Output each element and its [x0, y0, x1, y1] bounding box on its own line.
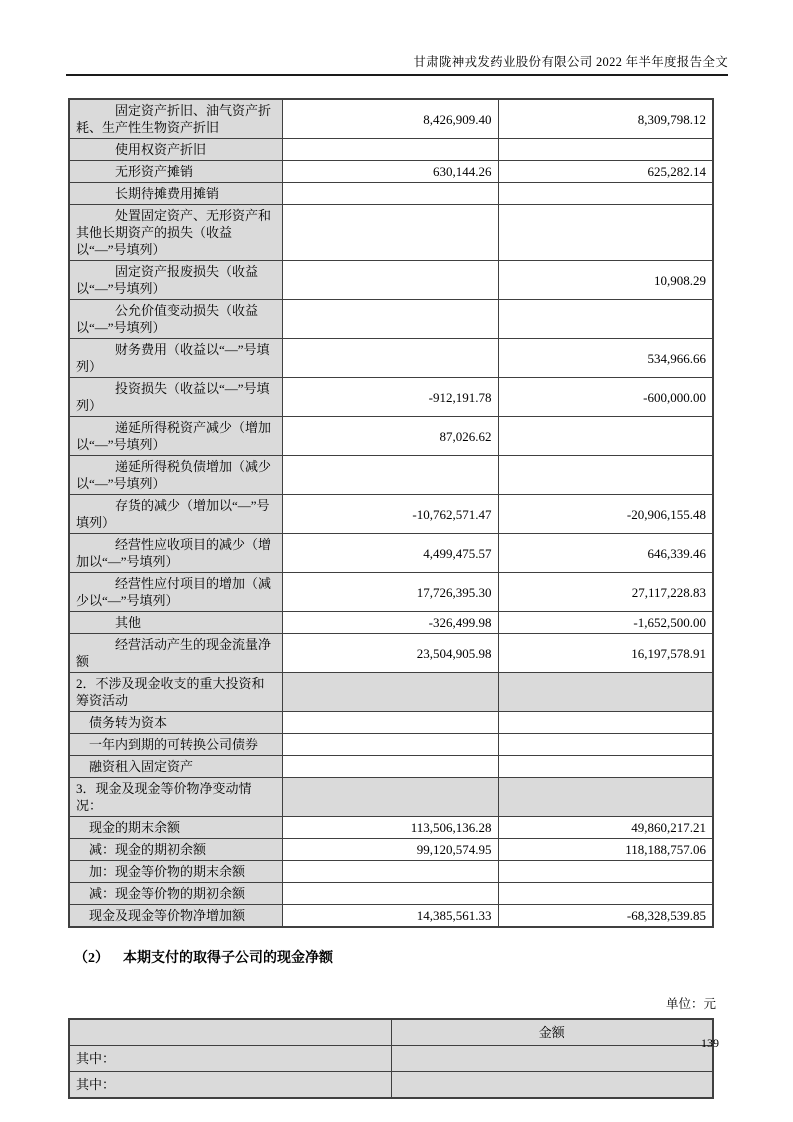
current-period-value-cell	[282, 778, 498, 817]
current-period-value-cell: 630,144.26	[282, 161, 498, 183]
prior-period-value-cell: 10,908.29	[498, 261, 713, 300]
current-period-value-cell: 99,120,574.95	[282, 839, 498, 861]
row-label-cell: 存货的减少（增加以“—”号填列）	[69, 495, 282, 534]
table-row	[69, 712, 713, 734]
table-row	[69, 634, 713, 673]
table-row	[69, 673, 713, 712]
row-label-cell: 使用权资产折旧	[69, 139, 282, 161]
table-row	[69, 183, 713, 205]
subsection-number: （2）	[74, 951, 109, 966]
prior-period-value-cell	[498, 861, 713, 883]
prior-period-value-cell	[498, 205, 713, 261]
row-label-cell: 其中：	[69, 1072, 391, 1099]
table-header-row	[69, 1019, 713, 1046]
prior-period-value-cell	[498, 778, 713, 817]
prior-period-value-cell	[498, 139, 713, 161]
prior-period-value-cell	[498, 734, 713, 756]
amount-header-cell: 金额	[391, 1019, 713, 1046]
row-label-cell: 固定资产折旧、油气资产折耗、生产性生物资产折旧	[69, 99, 282, 139]
table-row	[69, 378, 713, 417]
row-label-cell: 融资租入固定资产	[69, 756, 282, 778]
table-row	[69, 612, 713, 634]
row-label-cell: 其中：	[69, 1046, 391, 1072]
table-row	[69, 534, 713, 573]
prior-period-value-cell	[498, 183, 713, 205]
prior-period-value-cell: 534,966.66	[498, 339, 713, 378]
table-row	[69, 300, 713, 339]
current-period-value-cell: 17,726,395.30	[282, 573, 498, 612]
current-period-value-cell	[282, 339, 498, 378]
prior-period-value-cell: 49,860,217.21	[498, 817, 713, 839]
table-row	[69, 883, 713, 905]
prior-period-value-cell	[498, 300, 713, 339]
current-period-value-cell: 23,504,905.98	[282, 634, 498, 673]
row-label-cell: 一年内到期的可转换公司债券	[69, 734, 282, 756]
current-period-value-cell	[282, 456, 498, 495]
subsidiary-cash-table-body	[69, 1046, 713, 1099]
prior-period-value-cell: -1,652,500.00	[498, 612, 713, 634]
row-label-cell: 公允价值变动损失（收益以“—”号填列）	[69, 300, 282, 339]
row-label-cell: 经营性应付项目的增加（减少以“—”号填列）	[69, 573, 282, 612]
current-period-value-cell	[282, 139, 498, 161]
table-row	[69, 261, 713, 300]
table-row	[69, 205, 713, 261]
current-period-value-cell: 87,026.62	[282, 417, 498, 456]
table-row	[69, 734, 713, 756]
empty-header-cell	[69, 1019, 391, 1046]
row-label-cell: 处置固定资产、无形资产和其他长期资产的损失（收益以“—”号填列）	[69, 205, 282, 261]
table-row	[69, 99, 713, 139]
current-period-value-cell: -326,499.98	[282, 612, 498, 634]
prior-period-value-cell	[498, 883, 713, 905]
prior-period-value-cell: -68,328,539.85	[498, 905, 713, 928]
table-row	[69, 495, 713, 534]
current-period-value-cell: -10,762,571.47	[282, 495, 498, 534]
page-number: 139	[701, 1036, 719, 1050]
table-row	[69, 417, 713, 456]
subsection-title: 本期支付的取得子公司的现金净额	[123, 951, 333, 966]
report-title: 甘肃陇神戎发药业股份有限公司 2022 年半年度报告全文	[413, 55, 728, 69]
current-period-value-cell	[282, 205, 498, 261]
prior-period-value-cell: 27,117,228.83	[498, 573, 713, 612]
page-header	[66, 0, 728, 76]
table-row	[69, 139, 713, 161]
current-period-value-cell	[282, 300, 498, 339]
subsidiary-cash-table-head	[69, 1019, 713, 1046]
table-row	[69, 839, 713, 861]
current-period-value-cell	[282, 734, 498, 756]
table-row	[69, 817, 713, 839]
row-label-cell: 现金及现金等价物净增加额	[69, 905, 282, 928]
table-row	[69, 1046, 713, 1072]
row-label-cell: 财务费用（收益以“—”号填列）	[69, 339, 282, 378]
current-period-value-cell	[282, 261, 498, 300]
row-label-cell: 固定资产报废损失（收益以“—”号填列）	[69, 261, 282, 300]
table-row	[69, 161, 713, 183]
current-period-value-cell	[282, 183, 498, 205]
row-label-cell: 无形资产摊销	[69, 161, 282, 183]
row-label-cell: 其他	[69, 612, 282, 634]
row-label-cell: 现金的期末余额	[69, 817, 282, 839]
prior-period-value-cell: 118,188,757.06	[498, 839, 713, 861]
row-label-cell: 减：现金的期初余额	[69, 839, 282, 861]
current-period-value-cell	[282, 673, 498, 712]
row-label-cell: 递延所得税负债增加（减少以“—”号填列）	[69, 456, 282, 495]
prior-period-value-cell: 16,197,578.91	[498, 634, 713, 673]
current-period-value-cell: -912,191.78	[282, 378, 498, 417]
row-label-cell: 长期待摊费用摊销	[69, 183, 282, 205]
row-label-cell: 债务转为资本	[69, 712, 282, 734]
row-label-cell: 2．不涉及现金收支的重大投资和筹资活动	[69, 673, 282, 712]
cash-flow-supplement-table	[68, 98, 714, 928]
prior-period-value-cell: 646,339.46	[498, 534, 713, 573]
amount-value-cell	[391, 1046, 713, 1072]
table-row	[69, 905, 713, 928]
current-period-value-cell	[282, 756, 498, 778]
page-content	[66, 0, 728, 1099]
subsection-heading	[74, 947, 728, 967]
prior-period-value-cell: -600,000.00	[498, 378, 713, 417]
table-row	[69, 778, 713, 817]
table-row	[69, 1072, 713, 1099]
subsidiary-cash-table	[68, 1018, 714, 1099]
current-period-value-cell: 8,426,909.40	[282, 99, 498, 139]
row-label-cell: 经营活动产生的现金流量净额	[69, 634, 282, 673]
cash-flow-table-body	[69, 99, 713, 927]
prior-period-value-cell: 8,309,798.12	[498, 99, 713, 139]
prior-period-value-cell	[498, 417, 713, 456]
current-period-value-cell: 14,385,561.33	[282, 905, 498, 928]
table-row	[69, 573, 713, 612]
current-period-value-cell	[282, 861, 498, 883]
current-period-value-cell	[282, 883, 498, 905]
row-label-cell: 递延所得税资产减少（增加以“—”号填列）	[69, 417, 282, 456]
prior-period-value-cell	[498, 673, 713, 712]
row-label-cell: 减：现金等价物的期初余额	[69, 883, 282, 905]
prior-period-value-cell	[498, 712, 713, 734]
current-period-value-cell	[282, 712, 498, 734]
prior-period-value-cell: -20,906,155.48	[498, 495, 713, 534]
table-row	[69, 339, 713, 378]
row-label-cell: 3．现金及现金等价物净变动情况：	[69, 778, 282, 817]
current-period-value-cell: 113,506,136.28	[282, 817, 498, 839]
prior-period-value-cell: 625,282.14	[498, 161, 713, 183]
table-row	[69, 756, 713, 778]
prior-period-value-cell	[498, 456, 713, 495]
table-row	[69, 456, 713, 495]
table-row	[69, 861, 713, 883]
amount-value-cell	[391, 1072, 713, 1099]
prior-period-value-cell	[498, 756, 713, 778]
unit-note: 单位：元	[665, 997, 716, 1011]
row-label-cell: 加：现金等价物的期末余额	[69, 861, 282, 883]
row-label-cell: 投资损失（收益以“—”号填列）	[69, 378, 282, 417]
row-label-cell: 经营性应收项目的减少（增加以“—”号填列）	[69, 534, 282, 573]
current-period-value-cell: 4,499,475.57	[282, 534, 498, 573]
